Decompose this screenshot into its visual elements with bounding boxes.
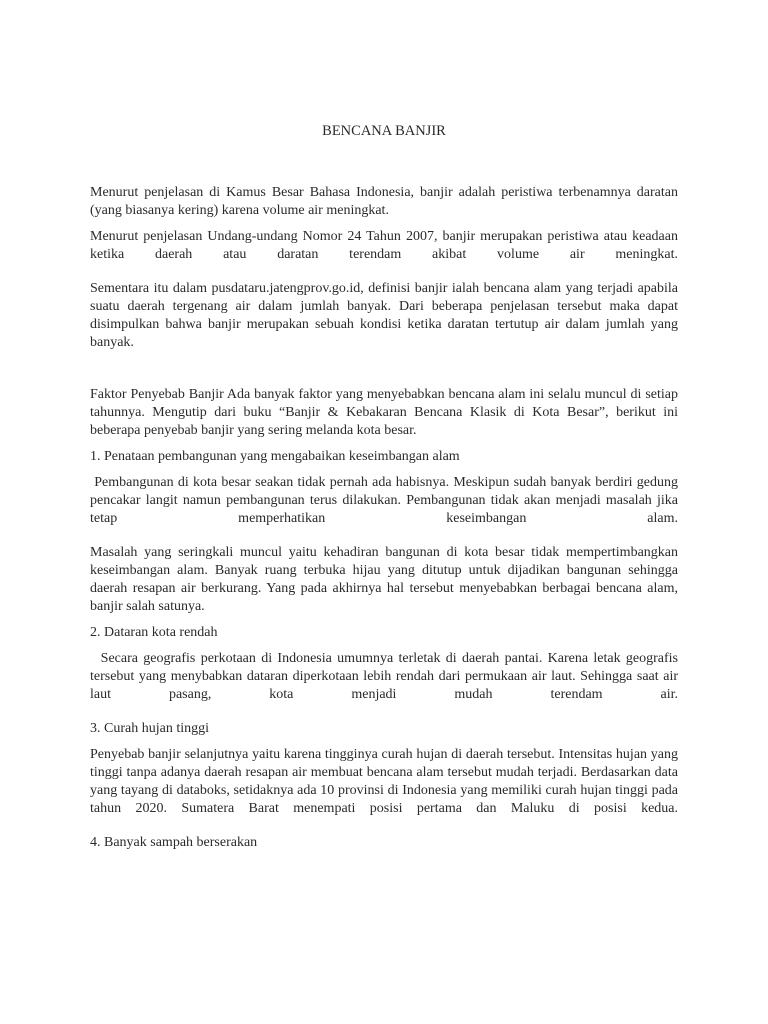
paragraph-point-1b: Masalah yang seringkali muncul yaitu kehadiran bangunan di kota besar tidak mempertimbangkan keseimbangan alam. Banyak ruang terbuka hijau yang ditutup untuk dijadikan bangunan sehingga daerah resapan air berkurang. Yang pada akhirnya hal tersebut menyebabkan berbagai bencana alam, banjir salah satunya. [90,545,678,614]
document-body [90,184,682,852]
paragraph-definition-pusdataru: Sementara itu dalam pusdataru.jatengprov.go.id, definisi banjir ialah bencana alam yang terjadi apabila suatu daerah tergenang air dalam jumlah banyak. Dari beberapa penjelasan tersebut maka dapat disimpulkan bahwa banjir merupakan sebuah kondisi ketika daratan tertutup air dalam jumlah yang banyak. [90,281,678,350]
heading-point-3: 3. Curah hujan tinggi [90,721,209,736]
paragraph-definition-kbbi: Menurut penjelasan di Kamus Besar Bahasa Indonesia, banjir adalah peristiwa terbenamnya daratan (yang biasanya kering) karena volume air meningkat. [90,185,678,218]
paragraph-point-1a: Pembangunan di kota besar seakan tidak pernah ada habisnya. Meskipun sudah banyak berdiri gedung pencakar langit namun pembangunan terus dilakukan. Pembangunan tidak akan menjadi masalah jika tetap memperhatikan keseimbangan alam. [90,475,682,526]
paragraph-point-2: Secara geografis perkotaan di Indonesia umumnya terletak di daerah pantai. Karena letak geografis tersebut yang menybabkan dataran diperkotaan lebih rendah dari permukaan air laut. Sehingga saat air laut pasang, kota menjadi mudah terendam air. [90,651,682,702]
paragraph-definition-uu: Menurut penjelasan Undang-undang Nomor 24 Tahun 2007, banjir merupakan peristiwa atau keadaan ketika daerah atau daratan terendam akibat volume air meningkat. [90,229,678,262]
paragraph-faktor-penyebab: Faktor Penyebab Banjir Ada banyak faktor yang menyebabkan bencana alam ini selalu muncul di setiap tahunnya. Mengutip dari buku “Banjir & Kebakaran Bencana Klasik di Kota Besar”, berikut ini beberapa penyebab banjir yang sering melanda kota besar. [90,387,678,438]
heading-point-2: 2. Dataran kota rendah [90,625,218,640]
document-title: BENCANA BANJIR [322,123,446,139]
heading-point-4: 4. Banyak sampah berserakan [90,835,258,850]
paragraph-point-3: Penyebab banjir selanjutnya yaitu karena tingginya curah hujan di daerah tersebut. Intensitas hujan yang tinggi tanpa adanya daerah resapan air membuat bencana alam tersebut mudah terjadi. Berdasarkan data yang tayang di databoks, setidaknya ada 10 provinsi di Indonesia yang memiliki curah hujan tinggi pada tahun 2020. Sumatera Barat menempati posisi pertama dan Maluku di posisi kedua. [90,747,678,816]
heading-point-1: 1. Penataan pembangunan yang mengabaikan keseimbangan alam [90,449,460,464]
